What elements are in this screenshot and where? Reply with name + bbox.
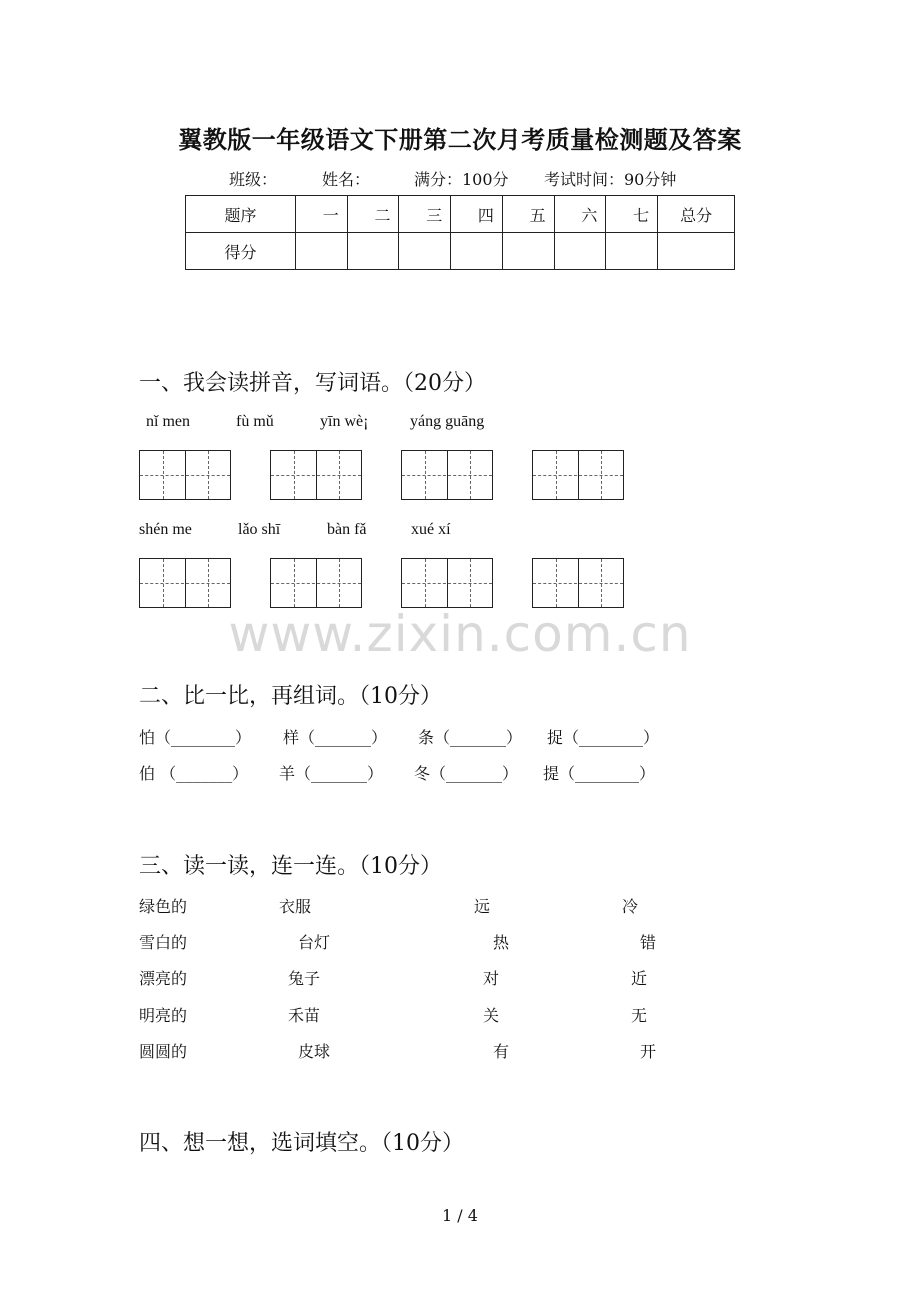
- section1-heading: 一、我会读拼音，写词语。（20分）: [139, 371, 486, 396]
- score-cell[interactable]: [658, 233, 735, 270]
- header-cell: 三: [399, 196, 451, 233]
- score-table-score-row: [186, 233, 735, 270]
- match-noun[interactable]: 兔子: [288, 969, 321, 988]
- match-word[interactable]: 关: [483, 1006, 500, 1025]
- writing-grid[interactable]: [270, 558, 362, 608]
- writing-grid[interactable]: [139, 558, 231, 608]
- compare-item[interactable]: 伯 （_______）: [139, 764, 249, 783]
- match-word[interactable]: 热: [493, 933, 510, 952]
- match-adjective[interactable]: 绿色的: [139, 897, 188, 916]
- header-cell: 六: [554, 196, 606, 233]
- match-adjective[interactable]: 圆圆的: [139, 1042, 188, 1061]
- section2-heading: 二、比一比，再组词。（10分）: [139, 684, 442, 709]
- compare-item[interactable]: 怕（________）: [139, 728, 252, 747]
- compare-item[interactable]: 捉（________）: [547, 728, 660, 747]
- writing-grid[interactable]: [532, 558, 624, 608]
- name-label: 姓名：: [322, 170, 371, 189]
- match-noun[interactable]: 衣服: [279, 897, 312, 916]
- match-word[interactable]: 有: [493, 1042, 510, 1061]
- class-label: 班级：: [229, 170, 278, 189]
- pinyin-label: yīn wè¡: [320, 413, 369, 430]
- full-score: 满分：100分: [414, 170, 509, 189]
- section3-heading: 三、读一读，连一连。（10分）: [139, 854, 442, 879]
- header-cell: 题序: [186, 196, 296, 233]
- header-cell: 总分: [658, 196, 735, 233]
- match-antonym[interactable]: 冷: [622, 897, 639, 916]
- header-cell: 七: [606, 196, 658, 233]
- compare-item[interactable]: 冬（_______）: [414, 764, 519, 783]
- match-word[interactable]: 远: [474, 897, 491, 916]
- match-noun[interactable]: 皮球: [298, 1042, 331, 1061]
- match-antonym[interactable]: 无: [631, 1006, 648, 1025]
- page-title: 翼教版一年级语文下册第二次月考质量检测题及答案: [178, 125, 742, 154]
- match-antonym[interactable]: 近: [631, 969, 648, 988]
- match-noun[interactable]: 台灯: [298, 933, 331, 952]
- pinyin-label: nǐ men: [146, 413, 190, 430]
- header-cell: 五: [502, 196, 554, 233]
- score-cell[interactable]: [451, 233, 503, 270]
- compare-item[interactable]: 羊（_______）: [279, 764, 384, 783]
- score-cell[interactable]: [399, 233, 451, 270]
- exam-time: 考试时间：90分钟: [544, 170, 677, 189]
- pinyin-label: lǎo shī: [238, 521, 281, 538]
- section4-heading: 四、想一想，选词填空。（10分）: [139, 1131, 464, 1156]
- header-cell: 四: [451, 196, 503, 233]
- match-noun[interactable]: 禾苗: [288, 1006, 321, 1025]
- writing-grid[interactable]: [401, 450, 493, 500]
- score-cell[interactable]: [554, 233, 606, 270]
- writing-grid[interactable]: [532, 450, 624, 500]
- match-adjective[interactable]: 漂亮的: [139, 969, 188, 988]
- match-adjective[interactable]: 雪白的: [139, 933, 188, 952]
- match-antonym[interactable]: 开: [640, 1042, 657, 1061]
- match-adjective[interactable]: 明亮的: [139, 1006, 188, 1025]
- header-cell: 二: [347, 196, 399, 233]
- score-table: [185, 195, 735, 270]
- row-label: 得分: [186, 233, 296, 270]
- score-cell[interactable]: [502, 233, 554, 270]
- writing-grid[interactable]: [270, 450, 362, 500]
- match-antonym[interactable]: 错: [640, 933, 657, 952]
- score-table-header-row: [186, 196, 735, 233]
- writing-grid[interactable]: [139, 450, 231, 500]
- score-cell[interactable]: [347, 233, 399, 270]
- pinyin-label: yáng guāng: [410, 413, 485, 430]
- header-cell: 一: [296, 196, 348, 233]
- pinyin-label: fù mǔ: [236, 413, 274, 430]
- pinyin-label: shén me: [139, 521, 192, 538]
- compare-item[interactable]: 提（________）: [543, 764, 656, 783]
- watermark: www.zixin.com.cn: [228, 605, 692, 663]
- match-word[interactable]: 对: [483, 969, 500, 988]
- score-cell[interactable]: [296, 233, 348, 270]
- score-cell[interactable]: [606, 233, 658, 270]
- pinyin-label: bàn fǎ: [327, 521, 367, 538]
- page-number: 1 / 4: [442, 1206, 478, 1225]
- writing-grid[interactable]: [401, 558, 493, 608]
- compare-item[interactable]: 条（_______）: [418, 728, 523, 747]
- pinyin-label: xué xí: [411, 521, 451, 538]
- compare-item[interactable]: 样（_______）: [283, 728, 388, 747]
